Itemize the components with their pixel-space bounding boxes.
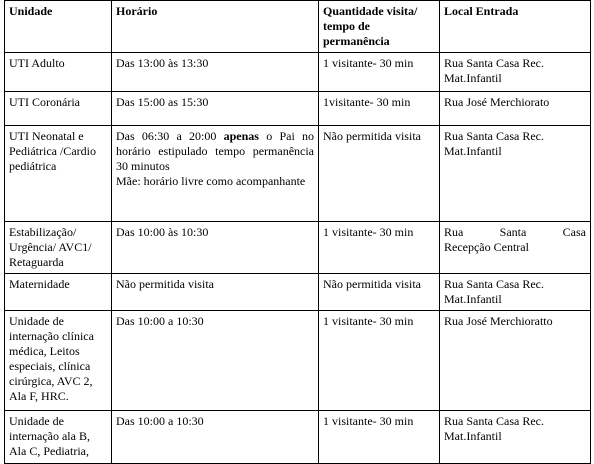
entrance-line: Mat.Infantil <box>444 292 502 306</box>
unit-line: médica, Leitos <box>9 344 80 358</box>
schedule-line: Das 10:00 a 10:30 <box>116 314 204 328</box>
unit-line: Estabilização/ <box>9 225 77 239</box>
schedule-time-range: Das 06:30 a 20:00 <box>116 129 217 143</box>
table-row <box>5 222 591 274</box>
unit-line: especiais, clínica <box>9 359 91 373</box>
schedule-father-rule: o Pai no horário estipulado tempo permanência 30 minutos <box>116 129 315 173</box>
cell-schedule <box>112 222 319 274</box>
cell-schedule <box>112 126 319 222</box>
unit-line: Pediátrica /Cardio <box>9 144 96 158</box>
schedule-line: Das 13:00 às 13:30 <box>116 56 209 70</box>
entrance-line: Rua Santa Casa Rec. <box>444 129 544 143</box>
schedule-line: Das 15:00 as 15:30 <box>116 95 209 109</box>
unit-line: Unidade de <box>9 314 64 328</box>
entrance-line: Rua Santa Casa Rec. <box>444 414 544 428</box>
schedule-emphasis: apenas <box>223 129 259 143</box>
cell-visitors: 1visitante- 30 min <box>319 92 440 126</box>
table-row <box>5 92 591 126</box>
entrance-line: Rua José Merchiorato <box>444 95 550 109</box>
cell-visitors: Não permitida visita <box>319 126 440 222</box>
table-row <box>5 53 591 92</box>
cell-unit <box>5 222 112 274</box>
unit-line: cirúrgica, AVC 2, <box>9 374 93 388</box>
unit-line: Retaguarda <box>9 255 64 269</box>
unit-line: Urgência/ AVC1/ <box>9 240 92 254</box>
header-unit: Unidade <box>5 1 112 53</box>
unit-line: UTI Coronária <box>9 95 80 109</box>
unit-line: internação ala B, <box>9 429 90 443</box>
cell-unit <box>5 92 112 126</box>
cell-entrance <box>440 311 591 411</box>
cell-entrance <box>440 126 591 222</box>
entrance-line: Rua Santa Casa Rec. <box>444 56 544 70</box>
cell-schedule <box>112 311 319 411</box>
table-header-row <box>5 1 591 53</box>
header-schedule: Horário <box>112 1 319 53</box>
schedule-father-text <box>116 129 314 174</box>
entrance-line: Mat.Infantil <box>444 71 502 85</box>
cell-visitors: 1 visitante- 30 min <box>319 222 440 274</box>
table-row <box>5 126 591 222</box>
table-row <box>5 311 591 411</box>
cell-visitors: Não permitida visita <box>319 274 440 311</box>
unit-line: Ala C, Pediatria, <box>9 444 89 458</box>
table-row <box>5 274 591 311</box>
entrance-line: Mat.Infantil <box>444 144 502 158</box>
unit-line: Ala F, HRC. <box>9 389 69 403</box>
unit-line: UTI Adulto <box>9 56 65 70</box>
cell-visitors: 1 visitante- 30 min <box>319 411 440 464</box>
cell-schedule <box>112 274 319 311</box>
cell-entrance <box>440 92 591 126</box>
visiting-hours-table <box>4 0 591 464</box>
unit-line: pediátrica <box>9 159 57 173</box>
schedule-mother-text: Mãe: horário livre como acompanhante <box>116 174 306 188</box>
unit-line: internação clínica <box>9 329 94 343</box>
entrance-line: Mat.Infantil <box>444 429 502 443</box>
header-visitors: Quantidade visita/ tempo de permanência <box>319 1 440 53</box>
cell-visitors: 1 visitante- 30 min <box>319 311 440 411</box>
cell-schedule <box>112 53 319 92</box>
entrance-line: Rua Santa Casa Rec. <box>444 277 544 291</box>
schedule-line: Não permitida visita <box>116 277 214 291</box>
header-entrance: Local Entrada <box>440 1 591 53</box>
cell-entrance <box>440 53 591 92</box>
entrance-line: Rua Santa Casa <box>444 225 586 239</box>
unit-line: Unidade de <box>9 414 64 428</box>
cell-unit <box>5 126 112 222</box>
schedule-line: Das 10:00 a 10:30 <box>116 414 204 428</box>
cell-unit <box>5 311 112 411</box>
cell-unit <box>5 53 112 92</box>
cell-entrance <box>440 222 591 274</box>
schedule-line: Das 10:00 às 10:30 <box>116 225 209 239</box>
entrance-line: Rua José Merchioratto <box>444 314 553 328</box>
unit-line: Maternidade <box>9 277 70 291</box>
entrance-line: Recepção Central <box>444 240 529 254</box>
cell-entrance <box>440 274 591 311</box>
cell-unit <box>5 274 112 311</box>
cell-schedule <box>112 92 319 126</box>
unit-line: UTI Neonatal e <box>9 129 84 143</box>
cell-visitors: 1 visitante- 30 min <box>319 53 440 92</box>
